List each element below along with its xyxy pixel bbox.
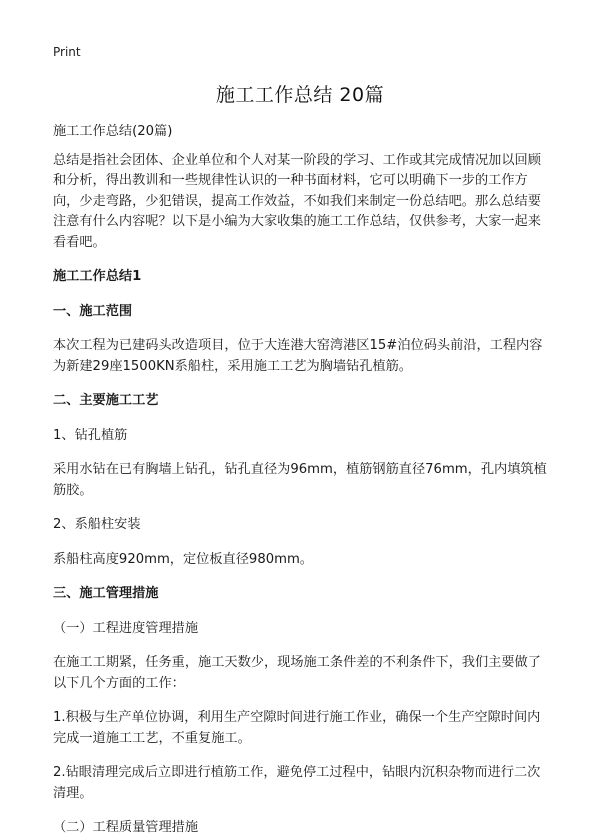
document-body xyxy=(53,122,553,839)
heading-management: 三、施工管理措施 xyxy=(53,586,159,601)
heading-scope: 一、施工范围 xyxy=(53,303,133,319)
intro-paragraph: 总结是指社会团体、企业单位和个人对某一阶段的学习、工作或其完成情况加以回顾和分析，得出教训和一些规律性认识的一种书面材料，它可以明确下一步的工作方向，少走弯路，少犯错误，提高工作效益，不如我们来制定一份总结吧。那么总结要注意有什么内容呢？以下是小编为大家收集的施工工作总结，仅供参考，大家一起来看看吧。 xyxy=(53,152,541,250)
paragraph-progress-intro: 在施工工期紧，任务重，施工天数少，现场施工条件差的不利条件下，我们主要做了以下几个方面的工作： xyxy=(53,655,541,691)
paragraph-scope: 本次工程为已建码头改造项目，位于大连港大窑湾港区15#泊位码头前沿，工程内容为新建29座1500KN系船柱，采用施工工艺为胸墙钻孔植筋。 xyxy=(53,338,543,374)
paragraph-progress-2: 2.钻眼清理完成后立即进行植筋工作，避免停工过程中，钻眼内沉积杂物而进行二次清理。 xyxy=(53,765,541,801)
document-title: 施工工作总结 20篇 xyxy=(215,84,385,106)
print-label: Print xyxy=(53,45,81,59)
paragraph-progress-1: 1.积极与生产单位协调，利用生产空隙时间进行施工作业，确保一个生产空隙时间内完成一道施工工艺，不重复施工。 xyxy=(53,710,541,746)
subheading-drilling: 1、钻孔植筋 xyxy=(53,427,128,443)
paragraph-bollard: 系船柱高度920mm，定位板直径980mm。 xyxy=(53,551,313,567)
subheading-bollard: 2、系船柱安装 xyxy=(53,517,141,532)
section-title: 施工工作总结1 xyxy=(53,269,142,284)
paragraph-drilling: 采用水钻在已有胸墙上钻孔，钻孔直径为96mm，植筋钢筋直径76mm，孔内填筑植筋胶。 xyxy=(53,462,547,498)
subheading-progress: （一）工程进度管理措施 xyxy=(53,620,199,636)
heading-process: 二、主要施工工艺 xyxy=(53,393,159,408)
subheading-quality: （二）工程质量管理措施 xyxy=(53,820,199,835)
subtitle: 施工工作总结(20篇) xyxy=(53,124,173,139)
